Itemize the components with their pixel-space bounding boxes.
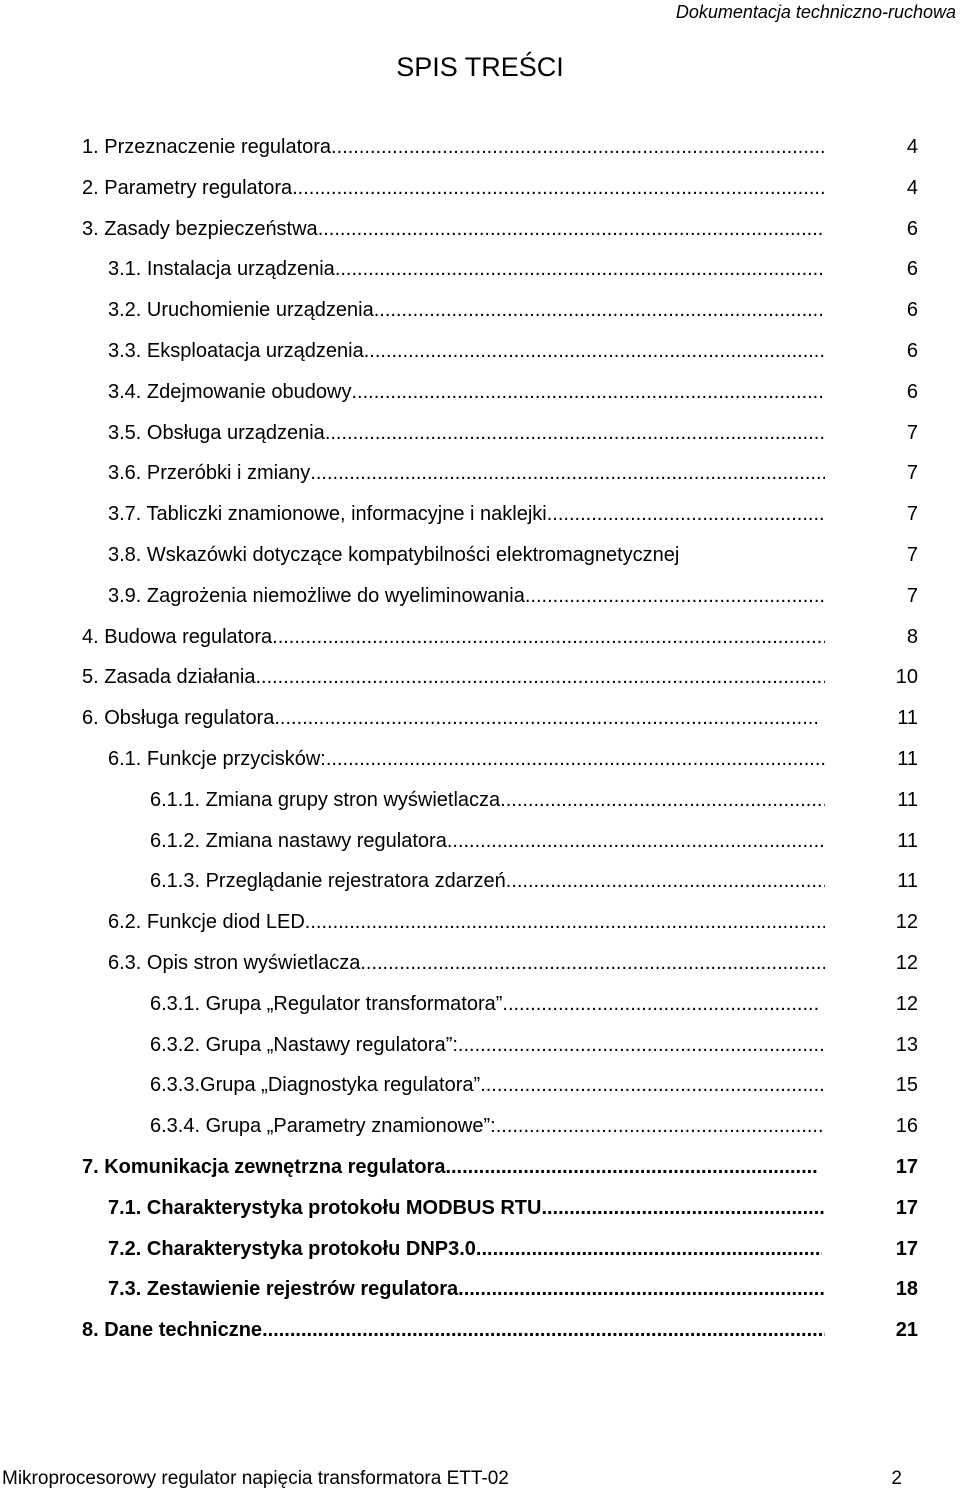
toc-entry-title: 3.2. Uruchomienie urządzenia: [108, 299, 374, 322]
toc-page-number: 4: [906, 136, 918, 158]
toc-leader-dots: [272, 622, 825, 652]
toc-entry-title: 3.8. Wskazówki dotyczące kompatybilności elektromagnetycznej: [108, 544, 680, 566]
toc-leader-dots: [525, 581, 825, 611]
toc-page-number: 6: [906, 380, 918, 403]
toc-leader-dots: [335, 254, 825, 284]
toc-entry[interactable]: [82, 622, 825, 652]
toc-page-number: 11: [897, 788, 918, 811]
toc-entry[interactable]: [150, 826, 825, 856]
toc-entry[interactable]: [150, 866, 825, 896]
toc-leader-dots: [476, 1234, 822, 1264]
toc-leader-dots: [305, 907, 825, 937]
toc-entry[interactable]: [108, 499, 825, 529]
toc-page-number: 7: [906, 503, 918, 526]
toc-page-number: 18: [895, 1278, 918, 1301]
toc-leader-dots: [292, 173, 825, 203]
toc-entry-title: 2. Parametry regulatora: [82, 176, 293, 199]
toc-entry[interactable]: [108, 1274, 825, 1304]
toc-entry-title: 3.1. Instalacja urządzenia: [108, 258, 335, 281]
toc-page-number: 10: [895, 666, 918, 689]
toc-entry-title: 3.9. Zagrożenia niemożliwe do wyeliminowania: [108, 584, 525, 607]
toc-leader-dots: [445, 1152, 818, 1182]
toc-leader-dots: [255, 662, 825, 692]
toc-page-number: 11: [897, 707, 918, 730]
toc-leader-dots: [274, 703, 820, 733]
toc-page-number: 13: [895, 1033, 918, 1056]
toc-entry-title: 6.3.4. Grupa „Parametry znamionowe”:: [150, 1115, 496, 1138]
toc-leader-dots: [480, 1070, 825, 1100]
toc-entry-title: 7.1. Charakterystyka protokołu MODBUS RTU: [108, 1196, 542, 1219]
toc-entry[interactable]: [150, 989, 818, 1019]
toc-page-number: 17: [895, 1156, 918, 1178]
toc-page-number: 7: [906, 462, 918, 485]
toc-entry[interactable]: [108, 336, 825, 366]
toc-page-number: 7: [906, 544, 918, 566]
toc-leader-dots: [331, 132, 825, 162]
toc-entry[interactable]: [108, 1193, 825, 1223]
toc-page-number: 8: [906, 625, 918, 648]
toc-entry[interactable]: [108, 1234, 822, 1264]
toc-page-number: 15: [895, 1074, 918, 1097]
toc-leader-dots: [458, 1030, 825, 1060]
toc-page-number: 12: [895, 911, 918, 934]
toc-entry[interactable]: [108, 418, 825, 448]
toc-entry[interactable]: [82, 173, 825, 203]
toc-entry-title: 6.2. Funkcje diod LED: [108, 911, 305, 934]
toc-entry-title: 3. Zasady bezpieczeństwa: [82, 217, 318, 240]
toc-page-number: 12: [895, 992, 918, 1015]
toc-entry-title: 3.4. Zdejmowanie obudowy: [108, 380, 352, 403]
toc-entry-title: 6.1. Funkcje przycisków:: [108, 748, 326, 770]
toc-leader-dots: [326, 744, 825, 774]
toc-page-number: 12: [895, 952, 918, 974]
toc-entry[interactable]: [108, 254, 825, 284]
toc-entry-title: 4. Budowa regulatora: [82, 625, 273, 648]
toc-entry[interactable]: [108, 295, 825, 325]
toc-entry[interactable]: [108, 744, 825, 774]
toc-entry[interactable]: [150, 785, 825, 815]
toc-entry[interactable]: [108, 458, 825, 488]
toc-leader-dots: [502, 989, 818, 1019]
toc-leader-dots: [325, 418, 825, 448]
toc-entry-title: 6.1.2. Zmiana nastawy regulatora: [150, 829, 447, 852]
toc-leader-dots: [262, 1315, 825, 1345]
toc-entry-title: 6.3. Opis stron wyświetlacza: [108, 952, 361, 974]
document-type-header: Dokumentacja techniczno-ruchowa: [675, 2, 956, 22]
toc-page-number: 21: [895, 1319, 918, 1342]
toc-entry[interactable]: [108, 581, 825, 611]
toc-page-number: 17: [895, 1237, 918, 1260]
toc-entry-title: 6.3.2. Grupa „Nastawy regulatora”:: [150, 1033, 458, 1056]
toc-leader-dots: [547, 499, 825, 529]
toc-page-number: 4: [906, 176, 918, 199]
toc-entry-title: 1. Przeznaczenie regulatora: [82, 136, 332, 158]
toc-leader-dots: [360, 948, 825, 978]
footer-document-name: Mikroprocesorowy regulator napięcia transformatora ETT-02: [2, 1468, 509, 1489]
toc-entry-title: 6.3.1. Grupa „Regulator transformatora”: [150, 992, 503, 1015]
toc-page-number: 7: [906, 421, 918, 444]
toc-entry-title: 3.7. Tabliczki znamionowe, informacyjne i naklejki: [108, 503, 547, 526]
toc-entry-title: 5. Zasada działania: [82, 666, 256, 689]
toc-entry[interactable]: [82, 1315, 825, 1345]
toc-entry[interactable]: [108, 377, 825, 407]
toc-entry-title: 7.2. Charakterystyka protokołu DNP3.0: [108, 1237, 476, 1260]
toc-entry[interactable]: [82, 1152, 818, 1182]
toc-entry-title: 6.3.3.Grupa „Diagnostyka regulatora”: [150, 1074, 481, 1097]
toc-entry[interactable]: [150, 1070, 825, 1100]
toc-page-number: 6: [906, 217, 918, 240]
toc-entry[interactable]: [150, 1111, 825, 1141]
toc-page-number: 16: [895, 1115, 918, 1138]
toc-entry[interactable]: [108, 948, 825, 978]
toc-leader-dots: [496, 1111, 825, 1141]
toc-leader-dots: [447, 826, 825, 856]
toc-entry[interactable]: [82, 214, 825, 244]
toc-leader-dots: [541, 1193, 825, 1223]
toc-leader-dots: [351, 377, 825, 407]
toc-entry[interactable]: [82, 662, 825, 692]
toc-entry[interactable]: [82, 132, 825, 162]
toc-page-number: 6: [906, 299, 918, 322]
toc-page-number: 7: [906, 584, 918, 607]
toc-leader-dots: [364, 336, 825, 366]
toc-leader-dots: [318, 214, 825, 244]
toc-entry-title: 8. Dane techniczne: [82, 1319, 263, 1342]
toc-page-number: 11: [897, 870, 918, 893]
toc-entry[interactable]: [82, 703, 820, 733]
toc-entry[interactable]: [108, 540, 868, 570]
toc-entry[interactable]: [150, 1030, 825, 1060]
toc-entry-title: 3.3. Eksploatacja urządzenia: [108, 340, 364, 362]
toc-leader-dots: [500, 785, 825, 815]
toc-entry-title: 3.5. Obsługa urządzenia: [108, 421, 325, 444]
toc-entry-title: 6.1.1. Zmiana grupy stron wyświetlacza: [150, 788, 501, 811]
toc-entry-title: 3.6. Przeróbki i zmiany: [108, 462, 311, 485]
toc-entry-title: 6. Obsługa regulatora: [82, 707, 275, 730]
toc-page-number: 11: [897, 748, 918, 770]
page-footer: [0, 1468, 960, 1492]
toc-page-number: 11: [897, 829, 918, 852]
toc-leader-dots: [374, 295, 825, 325]
toc-entry-title: 7.3. Zestawienie rejestrów regulatora: [108, 1278, 459, 1301]
footer-page-number: 2: [891, 1468, 902, 1489]
toc-entry[interactable]: [108, 907, 825, 937]
page-title: SPIS TREŚCI: [396, 52, 564, 82]
toc-entry-title: 7. Komunikacja zewnętrzna regulatora: [82, 1156, 446, 1178]
toc-page-number: 17: [895, 1196, 918, 1219]
toc-leader-dots: [458, 1274, 825, 1304]
toc-entry-title: 6.1.3. Przeglądanie rejestratora zdarzeń: [150, 870, 506, 893]
toc-page-number: 6: [906, 340, 918, 362]
toc-page-number: 6: [906, 258, 918, 281]
toc-leader-dots: [506, 866, 825, 896]
toc-leader-dots: [310, 458, 825, 488]
